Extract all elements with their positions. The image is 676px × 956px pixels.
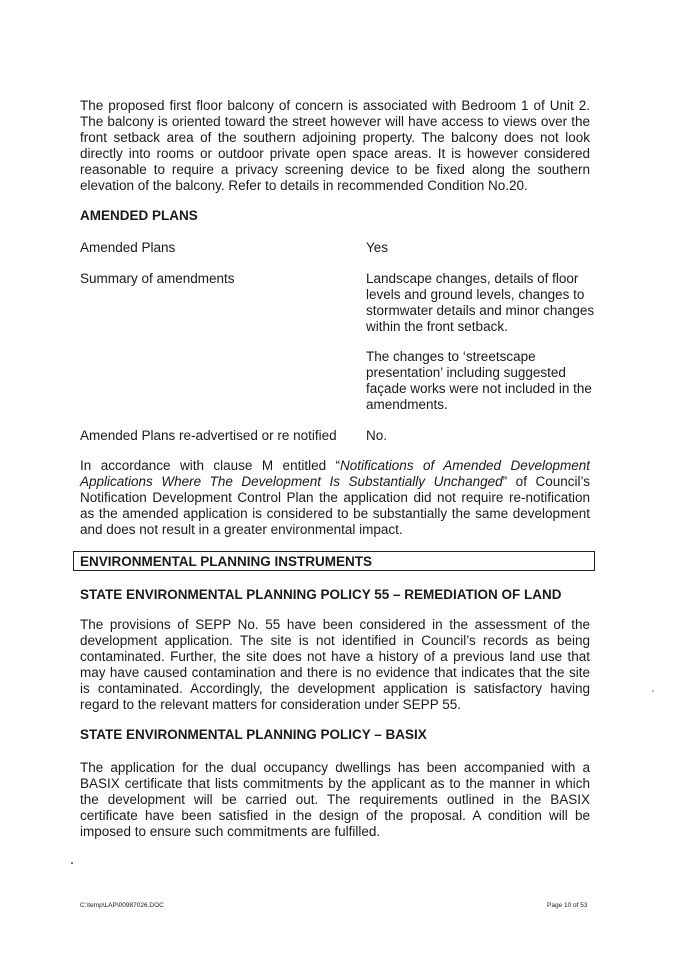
amended-plans-label: Amended Plans [80,240,176,255]
footer-file-path: C:\temp\LAP\00987026.DOC [80,902,164,909]
scan-speck [71,862,73,864]
basix-heading: STATE ENVIRONMENTAL PLANNING POLICY – BASIX [80,727,427,742]
readvertised-label: Amended Plans re-advertised or re notified [80,428,337,443]
epi-section-box [73,551,595,571]
scan-speck [652,690,654,692]
sepp55-paragraph: The provisions of SEPP No. 55 have been considered in the assessment of the development application. The site is not identified in Council’s records as being contaminated. Further, the site does not have a history of a previous land use that may have caused contamination and there is no evidence that indicates that the site is contaminated. Accordingly, the development application is satisfactory having regard to the relevant matters for consideration under SEPP 55. [80,617,590,712]
sepp55-heading: STATE ENVIRONMENTAL PLANNING POLICY 55 – REMEDIATION OF LAND [80,587,562,602]
notification-clause-title: Notifications of Amended Development Applications Where The Development Is Substantially Unchanged [80,458,590,489]
epi-section-title: ENVIRONMENTAL PLANNING INSTRUMENTS [80,554,373,569]
footer-page-number: Page 10 of 53 [547,902,588,909]
summary-of-amendments-label: Summary of amendments [80,271,235,286]
amended-plans-heading: AMENDED PLANS [80,208,198,223]
balcony-paragraph: The proposed first floor balcony of concern is associated with Bedroom 1 of Unit 2. The balcony is oriented toward the street however will have access to views over the front setback area of the southern adjoining property. The balcony does not look directly into rooms or outdoor private open space areas. It is however considered reasonable to require a privacy screening device to be fixed along the southern elevation of the balcony. Refer to details in recommended Condition No.20. [80,98,590,193]
basix-paragraph: The application for the dual occupancy dwellings has been accompanied with a BASIX certificate that lists commitments by the applicant as to the manner in which the development will be carried out. The requirements outlined in the BASIX certificate have been satisfied in the design of the proposal. A condition will be imposed to ensure such commitments are fulfilled. [80,760,590,839]
notification-paragraph [80,458,590,538]
readvertised-value: No. [366,428,388,443]
amended-plans-value: Yes [366,240,389,255]
streetscape-note-value: The changes to ‘streetscape presentation’ including suggested façade works were not included in the amendments. [366,349,592,412]
summary-of-amendments-value: Landscape changes, details of floor levels and ground levels, changes to stormwater details and minor changes within the front setback. [366,271,595,334]
notification-text-end: ” of Council’s Notification Development Control Plan the application did not require re-notification as the amended application is considered to be substantially the same development and does not result in a greater environmental impact. [80,474,590,537]
notification-text-start: In accordance with clause M entitled “ [80,458,341,473]
